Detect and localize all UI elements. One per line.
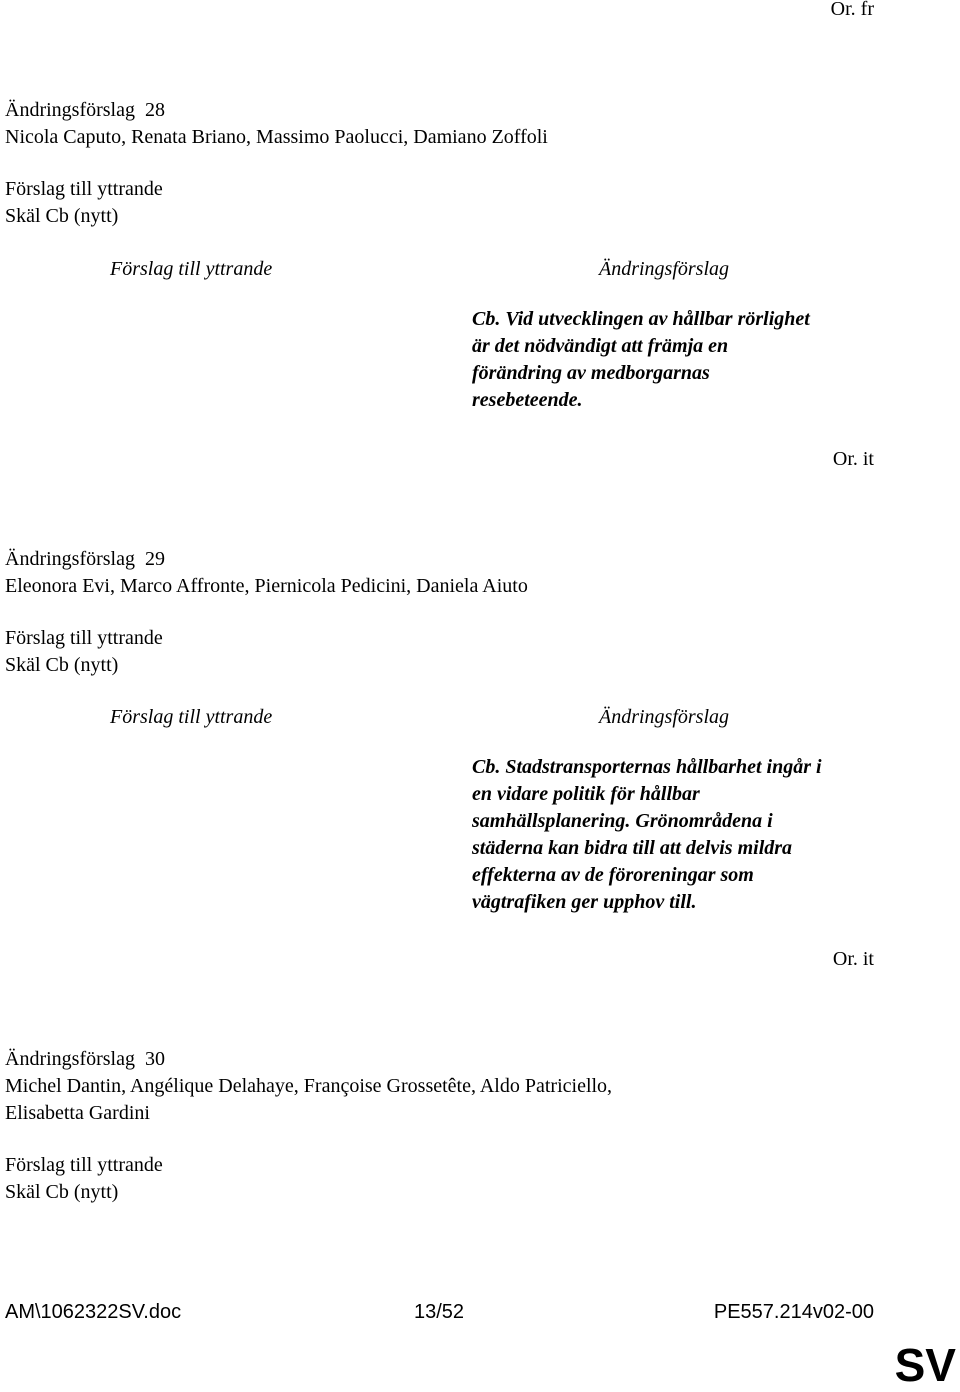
amendment-number: 29 xyxy=(144,548,165,570)
amendment-document: Förslag till yttrande xyxy=(5,178,163,200)
amendment-text-line: är det nödvändigt att främja en xyxy=(472,335,729,357)
amendment-document: Förslag till yttrande xyxy=(5,627,163,649)
amendment-heading-label: Ändringsförslag xyxy=(5,548,135,570)
amendment-authors: Michel Dantin, Angélique Delahaye, Françoise Grossetête, Aldo Patriciello, xyxy=(5,1075,613,1097)
amendment-location: Skäl Cb (nytt) xyxy=(5,654,119,676)
amendment-location: Skäl Cb (nytt) xyxy=(5,1181,119,1203)
amendment-heading xyxy=(5,1046,165,1073)
original-language-marker: Or. it xyxy=(832,948,874,970)
amendment-location: Skäl Cb (nytt) xyxy=(5,205,119,227)
amendment-document: Förslag till yttrande xyxy=(5,1154,163,1176)
amendment-text-line: städerna kan bidra till att delvis mildra xyxy=(472,837,793,859)
amendment-text-line: Cb. Vid utvecklingen av hållbar rörlighet xyxy=(472,308,810,330)
amendment-authors: Eleonora Evi, Marco Affronte, Piernicola Pedicini, Daniela Aiuto xyxy=(5,575,528,597)
amendment-heading-label: Ändringsförslag xyxy=(5,1048,135,1070)
amendment-text-line: vägtrafiken ger upphov till. xyxy=(472,891,697,913)
column-header-right: Ändringsförslag xyxy=(599,258,730,280)
original-language-marker: Or. it xyxy=(832,448,874,470)
footer-doc-ref: AM\1062322SV.doc xyxy=(5,1301,182,1323)
amendment-heading-label: Ändringsförslag xyxy=(5,99,135,121)
footer-pe-ref: PE557.214v02-00 xyxy=(713,1301,874,1323)
footer-language-code: SV xyxy=(894,1339,956,1391)
amendment-authors: Elisabetta Gardini xyxy=(5,1102,150,1124)
amendment-text-line: samhällsplanering. Grönområdena i xyxy=(472,810,773,832)
column-header-left: Förslag till yttrande xyxy=(110,258,273,280)
amendment-text-line: Cb. Stadstransporternas hållbarhet ingår i xyxy=(472,756,822,778)
footer-page-number: 13/52 xyxy=(414,1301,465,1323)
amendment-heading xyxy=(5,97,165,124)
amendment-text xyxy=(472,306,892,414)
amendment-number: 28 xyxy=(144,99,165,121)
original-language-marker: Or. fr xyxy=(830,0,874,20)
amendment-text-line: effekterna av de föroreningar som xyxy=(472,864,754,886)
amendment-text-line: resebeteende. xyxy=(472,389,583,411)
column-header-left: Förslag till yttrande xyxy=(110,706,273,728)
amendment-text xyxy=(472,754,892,916)
column-header-right: Ändringsförslag xyxy=(599,706,730,728)
amendment-authors: Nicola Caputo, Renata Briano, Massimo Paolucci, Damiano Zoffoli xyxy=(5,126,548,148)
amendment-text-line: förändring av medborgarnas xyxy=(472,362,710,384)
amendment-number: 30 xyxy=(144,1048,165,1070)
amendment-text-line: en vidare politik för hållbar xyxy=(472,783,700,805)
amendment-heading xyxy=(5,546,165,573)
